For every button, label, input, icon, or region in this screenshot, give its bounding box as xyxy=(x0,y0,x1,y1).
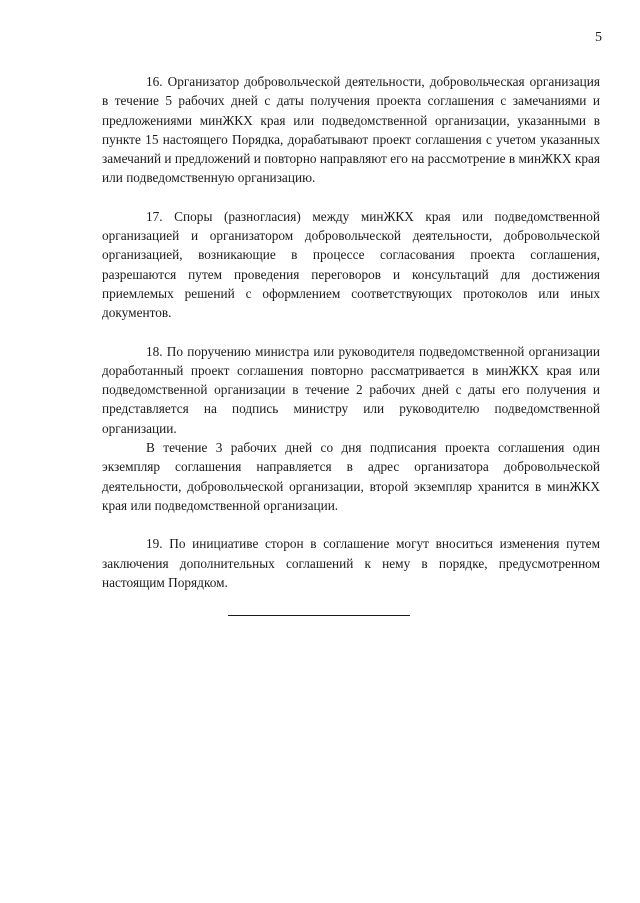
paragraph-spacer xyxy=(102,188,600,207)
paragraph-spacer xyxy=(102,515,600,534)
closing-divider-line xyxy=(228,615,410,616)
paragraph-19: 19. По инициативе сторон в соглашение могут вноситься изменения путем заключения дополнительных соглашений к нему в порядке, предусмотренном настоящим Порядком. xyxy=(102,536,600,590)
document-body xyxy=(102,72,600,592)
paragraph-18-continuation: В течение 3 рабочих дней со дня подписания проекта соглашения один экземпляр соглашения направляется в адрес организатора добровольческой деятельности, добровольческой организации, второй экземпляр хранится в минЖКХ края или подведомственной организации. xyxy=(102,440,600,513)
page-number: 5 xyxy=(595,30,602,45)
paragraph-16: 16. Организатор добровольческой деятельности, добровольческая организация в течение 5 рабочих дней с даты получения проекта соглашения с замечаниями и предложениями минЖКХ края или подведомственной организации, указанными в пункте 15 настоящего Порядка, дорабатывают проект соглашения с учетом указанных замечаний и предложений и повторно направляют его на рассмотрение в минЖКХ края или подведомственную организацию. xyxy=(102,74,600,186)
paragraph-spacer xyxy=(102,323,600,342)
paragraph-17: 17. Споры (разногласия) между минЖКХ края или подведомственной организацией и организатором добровольческой деятельности, добровольческой организацией, возникающие в процессе согласования проекта соглашения, разрешаются путем проведения переговоров и консультаций для достижения приемлемых решений с оформлением соответствующих протоколов или иных документов. xyxy=(102,208,600,321)
paragraph-18: 18. По поручению министра или руководителя подведомственной организации доработанный проект соглашения повторно рассматривается в минЖКХ края или подведомственной организации в течение 2 рабочих дней с даты его получения и представляется на подпись министру или руководителю подведомственной организации. xyxy=(102,343,600,436)
